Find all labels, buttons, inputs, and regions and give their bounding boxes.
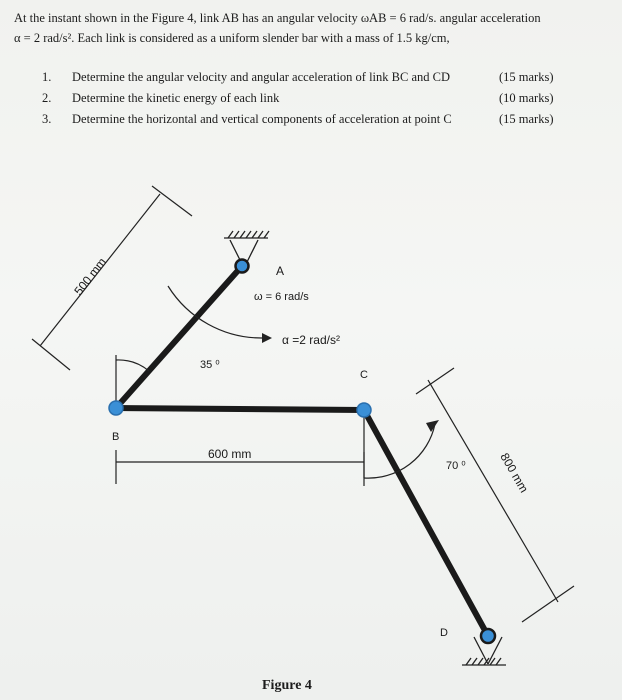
angle-ab-label: 35 ⁰: [200, 359, 220, 371]
task-text: Determine the horizontal and vertical components of acceleration at point C: [72, 112, 452, 126]
dimension-cd: [416, 368, 574, 622]
intro-line-1: At the instant shown in the Figure 4, link AB has an angular velocity ωAB = 6 rad/s. angular acceleration: [14, 11, 541, 25]
angle-arc-ab: [116, 360, 149, 371]
joint-a: [236, 260, 249, 273]
figure-caption: Figure 4: [262, 678, 312, 693]
task-number: 2.: [42, 91, 52, 105]
dimension-bc-label: 600 mm: [208, 447, 252, 461]
joint-c: [357, 403, 371, 417]
joint-b: [109, 401, 123, 415]
omega-label: ω = 6 rad/s: [254, 291, 309, 303]
angle-arrowhead: [426, 420, 439, 432]
dimension-ab: [32, 186, 192, 370]
dimension-ab-label: 500 mm: [71, 255, 110, 298]
link-cd: [364, 410, 488, 636]
task-marks: (10 marks): [499, 91, 554, 105]
task-text: Determine the angular velocity and angular acceleration of link BC and CD: [72, 70, 450, 84]
link-bc: [116, 408, 364, 410]
angle-cd-label: 70 ⁰: [446, 460, 466, 472]
label-a: A: [276, 264, 285, 278]
task-text: Determine the kinetic energy of each link: [72, 91, 280, 105]
intro-line-2: α = 2 rad/s². Each link is considered as a uniform slender bar with a mass of 1.5 kg/cm,: [14, 31, 450, 45]
task-marks: (15 marks): [499, 112, 554, 126]
link-ab: [116, 266, 242, 408]
alpha-label: α =2 rad/s²: [282, 333, 340, 347]
dimension-cd-label: 800 mm: [497, 450, 532, 496]
task-number: 3.: [42, 112, 52, 126]
label-b: B: [112, 431, 120, 443]
omega-arrowhead: [262, 333, 272, 343]
label-d: D: [440, 627, 448, 639]
task-number: 1.: [42, 70, 52, 84]
joint-d: [481, 629, 495, 643]
task-marks: (15 marks): [499, 70, 554, 84]
label-c: C: [360, 369, 368, 381]
